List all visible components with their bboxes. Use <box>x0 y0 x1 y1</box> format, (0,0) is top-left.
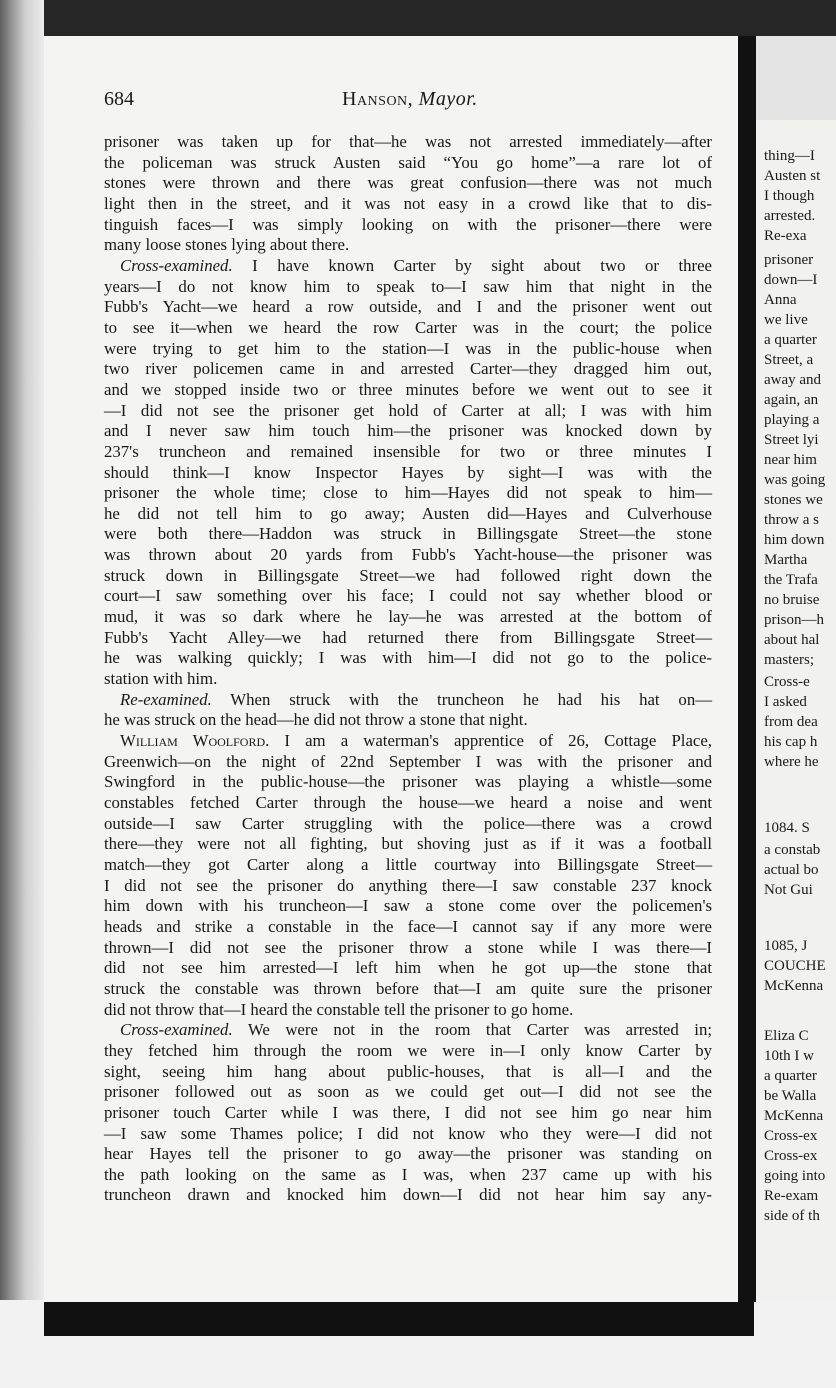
text-line-content: struck the constable was thrown before that—I am quite sure the prisoner <box>104 978 712 998</box>
page-number: 684 <box>104 88 134 110</box>
text-line-content: —I saw some Thames police; I did not know who they were—I did not <box>104 1123 712 1143</box>
text-line-content: I did not see the prisoner do anything there—I saw constable 237 knock <box>104 875 712 895</box>
text-line <box>104 401 712 422</box>
fragment-line: 1085, J <box>764 938 808 954</box>
text-line-content: he was struck on the head—he did not throw a stone that night. <box>104 710 528 730</box>
text-line-content: prisoner touch Carter while I was there, I did not see him go near him <box>104 1102 712 1122</box>
text-line <box>104 173 712 194</box>
text-line <box>104 1041 712 1062</box>
fragment-line: McKenna <box>764 1108 824 1124</box>
text-line <box>104 669 712 690</box>
text-line-content: they fetched him through the room we were in—I only know Carter by <box>104 1040 712 1060</box>
text-line <box>104 504 712 525</box>
fragment-line: was going <box>764 472 826 488</box>
text-line-content: prisoner the whole time; close to him—Hayes did not speak to him— <box>104 483 712 503</box>
text-line-content: him down with his truncheon—I saw a stone come over the policemen's <box>104 896 712 916</box>
text-line-content: truncheon drawn and knocked him down—I did not hear him say any- <box>104 1185 712 1205</box>
fragment-line: Martha <box>764 552 808 568</box>
text-line <box>104 297 712 318</box>
text-line-content: Fubb's Yacht Alley—we had returned there from Billingsgate Street— <box>104 627 712 647</box>
text-line <box>104 215 712 236</box>
fragment-line: near him <box>764 452 817 468</box>
text-line <box>104 545 712 566</box>
text-line-content: hear Hayes tell the prisoner to go away—the prisoner was standing on <box>104 1144 712 1164</box>
running-header <box>104 88 712 114</box>
text-line-content: station with him. <box>104 669 218 689</box>
fragment-line: his cap h <box>764 734 818 750</box>
fragment-line: thing—I <box>764 148 815 164</box>
text-line <box>104 607 712 628</box>
text-line <box>104 277 712 298</box>
text-line-content: Greenwich—on the night of 22nd September I was with the prisoner and <box>104 751 712 771</box>
fragment-line: prisoner <box>764 252 814 268</box>
text-line-content: —I did not see the prisoner get hold of Carter at all; I was with him <box>104 400 712 420</box>
fragment-line: Re-exa <box>764 228 807 244</box>
text-line-content: heads and strike a constable in the face—I cannot say if any more were <box>104 916 712 936</box>
speaker-lead: Cross-examined. <box>120 255 233 275</box>
text-line <box>104 648 712 669</box>
text-line <box>104 814 712 835</box>
text-line-content: did not see him arrested—I left him when he got up—the stone that <box>104 958 712 978</box>
text-line-content: he did not tell him to go away; Austen did—Hayes and Culverhouse <box>104 503 712 523</box>
scan-frame-left <box>0 0 44 1388</box>
fragment-line: I though <box>764 188 815 204</box>
text-line <box>104 524 712 545</box>
text-line <box>104 752 712 773</box>
fragment-line: again, an <box>764 392 819 408</box>
fragment-line: Street, a <box>764 352 814 368</box>
fragment-line: 10th I w <box>764 1048 814 1064</box>
fragment-line: the Trafa <box>764 572 818 588</box>
text-line <box>104 710 712 731</box>
text-line <box>104 132 712 153</box>
text-line <box>104 876 712 897</box>
fragment-line: Cross-ex <box>764 1148 818 1164</box>
text-line-content: We were not in the room that Carter was arrested in; <box>232 1020 712 1040</box>
fragment-line: Re-exam <box>764 1188 819 1204</box>
text-line-content: match—they got Carter along a little courtway into Billingsgate Street— <box>104 854 712 874</box>
fragment-line: actual bo <box>764 862 819 878</box>
fragment-line: stones we <box>764 492 823 508</box>
text-line <box>104 979 712 1000</box>
fragment-line: going into <box>764 1168 826 1184</box>
text-line <box>104 1124 712 1145</box>
text-line <box>104 442 712 463</box>
text-line-content: two river policemen came in and arrested Carter—they dragged him out, <box>104 359 712 379</box>
fragment-line: playing a <box>764 412 820 428</box>
text-line-content: he was walking quickly; I was with him—I did not go to the police- <box>104 648 712 668</box>
fragment-line: we live <box>764 312 808 328</box>
text-line <box>104 256 712 277</box>
text-line <box>104 628 712 649</box>
text-line-content: was thrown about 20 yards from Fubb's Yacht-house—the prisoner was <box>104 545 712 565</box>
page-body-text <box>104 132 712 1206</box>
text-line <box>104 421 712 442</box>
text-line <box>104 359 712 380</box>
text-line <box>104 483 712 504</box>
text-line <box>104 463 712 484</box>
text-line-content: the path looking on the same as I was, when 237 came up with his <box>104 1164 712 1184</box>
text-line <box>104 1062 712 1083</box>
text-line <box>104 896 712 917</box>
speaker-lead: Re-examined. <box>120 689 212 709</box>
text-line <box>104 586 712 607</box>
text-line <box>104 1185 712 1206</box>
text-line-content: to see it—when we heard the row Carter was in the court; the police <box>104 317 712 337</box>
text-line <box>104 793 712 814</box>
text-line-content: I am a waterman's apprentice of 26, Cottage Place, <box>269 731 712 751</box>
text-line-content: and we stopped inside two or three minutes before we went out to see it <box>104 379 712 399</box>
running-title <box>342 88 478 111</box>
text-line-content: the policeman was struck Austen said “You go home”—a rare lot of <box>104 152 712 172</box>
fragment-line: masters; <box>764 652 814 668</box>
fragment-line: throw a s <box>764 512 819 528</box>
fragment-line: COUCHE <box>764 958 826 974</box>
text-line <box>104 1144 712 1165</box>
fragment-line: Austen st <box>764 168 821 184</box>
text-line-content: prisoner was taken up for that—he was not arrested immediately—after <box>104 132 712 151</box>
text-line-content: When struck with the truncheon he had his hat on— <box>211 689 712 709</box>
text-line <box>104 194 712 215</box>
scan-frame-bottom-band <box>44 1302 754 1336</box>
text-line-content: many loose stones lying about there. <box>104 235 350 255</box>
text-line <box>104 1103 712 1124</box>
next-page-fragment <box>756 120 836 1302</box>
book-gutter <box>738 36 756 1302</box>
running-title-role: Mayor. <box>418 88 478 110</box>
text-line <box>104 339 712 360</box>
fragment-line: Eliza C <box>764 1028 809 1044</box>
fragment-line: Street lyi <box>764 432 819 448</box>
text-line <box>104 235 712 256</box>
text-line <box>104 1000 712 1021</box>
text-line-content: mud, it was so dark where he lay—he was arrested at the bottom of <box>104 607 712 627</box>
text-line <box>104 380 712 401</box>
running-title-name: Hanson, <box>342 88 414 110</box>
text-line <box>104 1020 712 1041</box>
fragment-line: a constab <box>764 842 821 858</box>
fragment-line: Cross-e <box>764 674 810 690</box>
text-line-content: Swingford in the public-house—the prisoner was playing a whistle—some <box>104 772 712 792</box>
fragment-line: 1084. S <box>764 820 810 836</box>
text-line-content: sight, seeing him hang about public-houses, that is all—I and the <box>104 1061 712 1081</box>
fragment-line: him down <box>764 532 825 548</box>
fragment-line: away and <box>764 372 822 388</box>
fragment-line: about hal <box>764 632 820 648</box>
text-line <box>104 318 712 339</box>
fragment-line: a quarter <box>764 1068 817 1084</box>
text-line-content: should think—I know Inspector Hayes by sight—I was with the <box>104 462 712 482</box>
text-line-content: outside—I saw Carter struggling with the police—there was a crowd <box>104 813 712 833</box>
fragment-line: Anna <box>764 292 797 308</box>
fragment-line: a quarter <box>764 332 817 348</box>
text-line-content: and I never saw him touch him—the prisoner was knocked down by <box>104 421 712 441</box>
text-line-content: court—I saw something over his face; I could not say whether blood or <box>104 586 712 606</box>
scan-frame-top <box>0 0 836 36</box>
text-line <box>104 690 712 711</box>
text-line-content: were both there—Haddon was struck in Billingsgate Street—the stone <box>104 524 712 544</box>
text-line-content: light then in the street, and it was not easy in a crowd like that to dis- <box>104 193 712 213</box>
text-line <box>104 153 712 174</box>
speaker-lead: Cross-examined. <box>120 1020 233 1040</box>
text-line <box>104 1082 712 1103</box>
text-line-content: 237's truncheon and remained insensible for two or three minutes I <box>104 441 712 461</box>
speaker-lead: William Woolford. <box>120 731 270 751</box>
text-line <box>104 1165 712 1186</box>
fragment-line: where he <box>764 754 819 770</box>
fragment-line: Cross-ex <box>764 1128 818 1144</box>
fragment-line: from dea <box>764 714 818 730</box>
fragment-line: Not Gui <box>764 882 813 898</box>
text-line <box>104 938 712 959</box>
fragment-line: be Walla <box>764 1088 817 1104</box>
text-line-content: tinguish faces—I was simply looking on with the prisoner—there were <box>104 214 712 234</box>
fragment-line: down—I <box>764 272 818 288</box>
text-line <box>104 917 712 938</box>
fragment-line: McKenna <box>764 978 824 994</box>
text-line-content: stones were thrown and there was great confusion—there was not much <box>104 173 712 193</box>
text-line <box>104 566 712 587</box>
text-line-content: struck down in Billingsgate Street—we had followed right down the <box>104 565 712 585</box>
text-line <box>104 855 712 876</box>
fragment-line: I asked <box>764 694 807 710</box>
text-line-content: were trying to get him to the station—I was in the public-house when <box>104 338 712 358</box>
fragment-line: side of th <box>764 1208 820 1224</box>
text-line-content: thrown—I did not see the prisoner throw a stone while I was there—I <box>104 937 712 957</box>
text-line-content: I have known Carter by sight about two or three <box>232 255 712 275</box>
text-line-content: constables fetched Carter through the house—we heard a noise and went <box>104 793 712 812</box>
text-line-content: did not throw that—I heard the constable tell the prisoner to go home. <box>104 999 574 1019</box>
fragment-line: no bruise <box>764 592 820 608</box>
text-line-content: prisoner followed out as soon as we could get out—I did not see the <box>104 1082 712 1102</box>
text-line <box>104 958 712 979</box>
text-line-content: years—I do not know him to speak to—I saw him that night in the <box>104 276 712 296</box>
text-line-content: there—they were not all fighting, but shoving just as if it was a football <box>104 834 712 854</box>
fragment-line: prison—h <box>764 612 824 628</box>
text-line <box>104 834 712 855</box>
text-line <box>104 731 712 752</box>
fragment-line: arrested. <box>764 208 816 224</box>
text-line-content: Fubb's Yacht—we heard a row outside, and I and the prisoner went out <box>104 297 712 317</box>
text-line <box>104 772 712 793</box>
